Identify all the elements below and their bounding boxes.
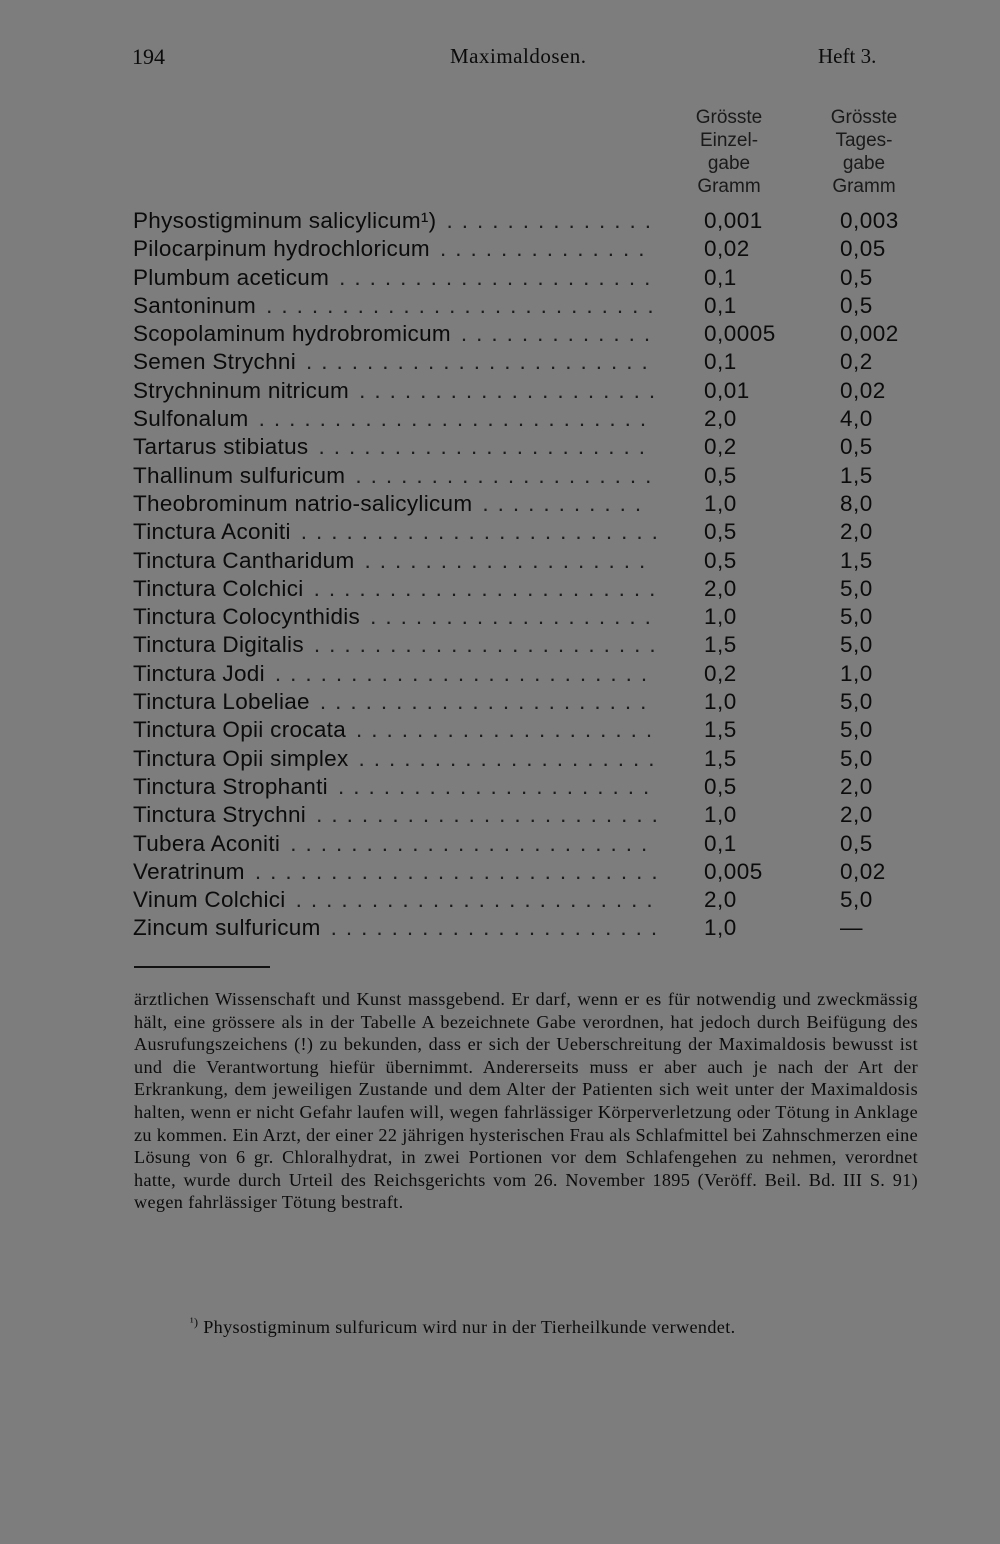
leader-dots: ......................... bbox=[274, 660, 657, 686]
table-row bbox=[0, 406, 1000, 434]
body-paragraph: ärztlichen Wissenschaft und Kunst massgebend. Er darf, wenn er es für notwendig und zweckmässig hält, eine grössere als in der Tabelle A bezeichnete Gabe verordnen, hat jedoch durch Beifügung des Ausrufungszeichens (!) zu bekunden, dass er sich der Ueberschreitung der Maximaldosis bewusst ist und die Verantwortung hiefür übernimmt. Andererseits muss er aber auch je nach der Art der Erkrankung, dem jeweiligen Zustande und dem Alter der Patienten sich weit unter der Maximaldosis halten, wenn er nicht Gefahr laufen will, wegen fahrlässiger Körperverletzung oder Tötung in Anklage zu kommen. Ein Arzt, der einer 22 jährigen hysterischen Frau als Schlafmittel bei Zahnschmerzen eine Lösung von 6 gr. Chloralhydrat, in zwei Portionen vor dem Schlafengehen zu nehmen, verordnet hatte, wurde durch Urteil des Reichsgerichts vom 26. November 1895 (Veröff. Beil. Bd. III S. 91) wegen fahrlässiger Tötung bestraft. bbox=[134, 989, 918, 1213]
max-daily-dose: 0,2 bbox=[840, 349, 873, 375]
table-row bbox=[0, 831, 1000, 859]
table-row bbox=[0, 265, 1000, 293]
table-row bbox=[0, 576, 1000, 604]
drug-name: Tinctura Lobeliae bbox=[133, 689, 310, 715]
drug-name: Scopolaminum hydrobromicum bbox=[133, 321, 451, 347]
table-row bbox=[0, 491, 1000, 519]
table-row bbox=[0, 548, 1000, 576]
max-daily-dose: 4,0 bbox=[840, 406, 873, 432]
max-daily-dose: 5,0 bbox=[840, 745, 873, 771]
max-single-dose: 0,5 bbox=[704, 773, 737, 799]
leader-dots: ....................... bbox=[306, 349, 657, 375]
table-row bbox=[0, 236, 1000, 264]
leader-dots: .................... bbox=[359, 377, 665, 403]
max-single-dose: 0,1 bbox=[704, 292, 737, 318]
drug-name: Tinctura Cantharidum bbox=[133, 547, 355, 573]
max-daily-dose: 1,5 bbox=[840, 462, 873, 488]
drug-name: Strychninum nitricum bbox=[133, 377, 350, 403]
drug-name: Veratrinum bbox=[133, 858, 245, 884]
max-single-dose: 0,0005 bbox=[704, 321, 776, 347]
max-daily-dose: 5,0 bbox=[840, 887, 873, 913]
max-single-dose: 0,5 bbox=[704, 462, 737, 488]
table-row bbox=[0, 689, 1000, 717]
drug-name: Tinctura Digitalis bbox=[133, 632, 304, 658]
leader-dots: .......................... bbox=[258, 406, 656, 432]
running-title: Maximaldosen. bbox=[450, 44, 587, 68]
column-header-line: gabe bbox=[707, 153, 751, 174]
table-row bbox=[0, 632, 1000, 660]
drug-name: Vinum Colchici bbox=[133, 887, 286, 913]
max-daily-dose: 0,5 bbox=[840, 830, 873, 856]
column-header-tagesgabe bbox=[799, 106, 929, 198]
max-daily-dose: 5,0 bbox=[840, 717, 873, 743]
column-header-line: Grösste bbox=[695, 107, 763, 128]
leader-dots: ...................... bbox=[318, 434, 654, 460]
max-single-dose: 2,0 bbox=[704, 575, 737, 601]
max-single-dose: 2,0 bbox=[704, 887, 737, 913]
table-row bbox=[0, 717, 1000, 745]
leader-dots: .............. bbox=[439, 236, 654, 262]
table-row bbox=[0, 519, 1000, 547]
max-daily-dose: 2,0 bbox=[840, 773, 873, 799]
max-single-dose: 1,5 bbox=[704, 632, 737, 658]
issue-label: Heft 3. bbox=[818, 44, 877, 68]
leader-dots: ........................... bbox=[254, 858, 667, 884]
max-single-dose: 0,001 bbox=[704, 208, 763, 233]
max-daily-dose: 0,003 bbox=[840, 208, 899, 233]
drug-name: Sulfonalum bbox=[133, 406, 249, 432]
column-header-line: Gramm bbox=[697, 176, 761, 197]
footnote bbox=[134, 1311, 918, 1339]
max-daily-dose: 5,0 bbox=[840, 575, 873, 601]
table-row bbox=[0, 746, 1000, 774]
drug-name: Semen Strychni bbox=[133, 349, 297, 375]
max-single-dose: 0,1 bbox=[704, 349, 737, 375]
max-daily-dose: 0,002 bbox=[840, 321, 899, 347]
leader-dots: ...................... bbox=[319, 689, 656, 715]
max-single-dose: 1,0 bbox=[704, 604, 737, 630]
leader-dots: ........... bbox=[482, 490, 651, 516]
dose-table bbox=[0, 208, 1000, 944]
leader-dots: .................... bbox=[356, 717, 662, 743]
table-row bbox=[0, 321, 1000, 349]
column-header-line: Einzel- bbox=[699, 130, 759, 151]
drug-name: Zincum sulfuricum bbox=[133, 915, 321, 941]
leader-dots: .................... bbox=[355, 462, 661, 488]
max-single-dose: 0,1 bbox=[704, 830, 737, 856]
drug-name: Tubera Aconiti bbox=[133, 830, 281, 856]
leader-dots: ................... bbox=[370, 604, 660, 630]
drug-name: Tinctura Opii crocata bbox=[133, 717, 347, 743]
max-daily-dose: 5,0 bbox=[840, 604, 873, 630]
max-single-dose: 0,5 bbox=[704, 547, 737, 573]
drug-name: Physostigminum salicylicum¹) bbox=[133, 208, 437, 233]
table-row bbox=[0, 661, 1000, 689]
max-daily-dose: 0,5 bbox=[840, 434, 873, 460]
max-single-dose: 1,0 bbox=[704, 689, 737, 715]
max-single-dose: 0,005 bbox=[704, 858, 763, 884]
table-row bbox=[0, 859, 1000, 887]
drug-name: Tinctura Strychni bbox=[133, 802, 307, 828]
max-daily-dose: 5,0 bbox=[840, 632, 873, 658]
leader-dots: ................... bbox=[364, 547, 655, 573]
leader-dots: ............. bbox=[460, 321, 660, 347]
table-row bbox=[0, 378, 1000, 406]
footnote-rule bbox=[134, 966, 270, 968]
drug-name: Thallinum sulfuricum bbox=[133, 462, 346, 488]
table-row bbox=[0, 208, 1000, 236]
max-single-dose: 0,01 bbox=[704, 377, 750, 403]
max-single-dose: 1,5 bbox=[704, 745, 737, 771]
drug-name: Theobrominum natrio-salicylicum bbox=[133, 490, 473, 516]
column-header-line: Tages- bbox=[835, 130, 893, 151]
leader-dots: ........................ bbox=[295, 887, 662, 913]
table-row bbox=[0, 604, 1000, 632]
max-daily-dose: — bbox=[840, 915, 863, 941]
max-daily-dose: 0,5 bbox=[840, 264, 873, 290]
leader-dots: ....................... bbox=[316, 802, 667, 828]
max-single-dose: 0,2 bbox=[704, 434, 737, 460]
column-header-line: Grösste bbox=[830, 107, 898, 128]
drug-name: Plumbum aceticum bbox=[133, 264, 330, 290]
column-header-einzelgabe bbox=[664, 106, 794, 198]
max-single-dose: 2,0 bbox=[704, 406, 737, 432]
max-daily-dose: 0,5 bbox=[840, 292, 873, 318]
max-single-dose: 1,5 bbox=[704, 717, 737, 743]
max-single-dose: 0,02 bbox=[704, 236, 750, 262]
max-daily-dose: 0,05 bbox=[840, 236, 886, 262]
page-number: 194 bbox=[132, 44, 165, 69]
drug-name: Tinctura Opii simplex bbox=[133, 745, 349, 771]
table-row bbox=[0, 915, 1000, 943]
leader-dots: .......................... bbox=[266, 292, 663, 318]
footnote-mark: ¹) bbox=[190, 1315, 199, 1329]
max-daily-dose: 1,0 bbox=[840, 660, 873, 686]
max-single-dose: 0,2 bbox=[704, 660, 737, 686]
max-daily-dose: 8,0 bbox=[840, 490, 873, 516]
table-row bbox=[0, 463, 1000, 491]
max-daily-dose: 2,0 bbox=[840, 519, 873, 545]
max-single-dose: 1,0 bbox=[704, 490, 737, 516]
table-row bbox=[0, 887, 1000, 915]
leader-dots: .............. bbox=[446, 208, 660, 233]
table-row bbox=[0, 434, 1000, 462]
leader-dots: .................... bbox=[358, 745, 664, 771]
drug-name: Santoninum bbox=[133, 292, 257, 318]
max-daily-dose: 0,02 bbox=[840, 377, 886, 403]
table-row bbox=[0, 774, 1000, 802]
max-single-dose: 1,0 bbox=[704, 802, 737, 828]
leader-dots: ....................... bbox=[313, 575, 665, 601]
table-row bbox=[0, 349, 1000, 377]
max-daily-dose: 0,02 bbox=[840, 858, 886, 884]
drug-name: Pilocarpinum hydrochloricum bbox=[133, 236, 430, 262]
drug-name: Tartarus stibiatus bbox=[133, 434, 309, 460]
leader-dots: ........................ bbox=[300, 519, 667, 545]
leader-dots: ..................... bbox=[339, 264, 660, 290]
drug-name: Tinctura Jodi bbox=[133, 660, 265, 686]
running-head bbox=[0, 42, 1000, 74]
max-daily-dose: 1,5 bbox=[840, 547, 873, 573]
leader-dots: ....................... bbox=[313, 632, 665, 658]
drug-name: Tinctura Colocynthidis bbox=[133, 604, 361, 630]
max-daily-dose: 5,0 bbox=[840, 689, 873, 715]
leader-dots: ..................... bbox=[337, 773, 659, 799]
table-row bbox=[0, 802, 1000, 830]
leader-dots: ...................... bbox=[330, 915, 667, 941]
drug-name: Tinctura Aconiti bbox=[133, 519, 291, 545]
drug-name: Tinctura Strophanti bbox=[133, 773, 328, 799]
max-single-dose: 1,0 bbox=[704, 915, 737, 941]
column-header-line: gabe bbox=[842, 153, 886, 174]
max-single-dose: 0,5 bbox=[704, 519, 737, 545]
table-row bbox=[0, 293, 1000, 321]
drug-name: Tinctura Colchici bbox=[133, 575, 304, 601]
max-single-dose: 0,1 bbox=[704, 264, 737, 290]
footnote-body: Physostigminum sulfuricum wird nur in der Tierheilkunde verwendet. bbox=[198, 1317, 736, 1338]
max-daily-dose: 2,0 bbox=[840, 802, 873, 828]
column-header-line: Gramm bbox=[832, 176, 896, 197]
leader-dots: ........................ bbox=[290, 830, 657, 856]
